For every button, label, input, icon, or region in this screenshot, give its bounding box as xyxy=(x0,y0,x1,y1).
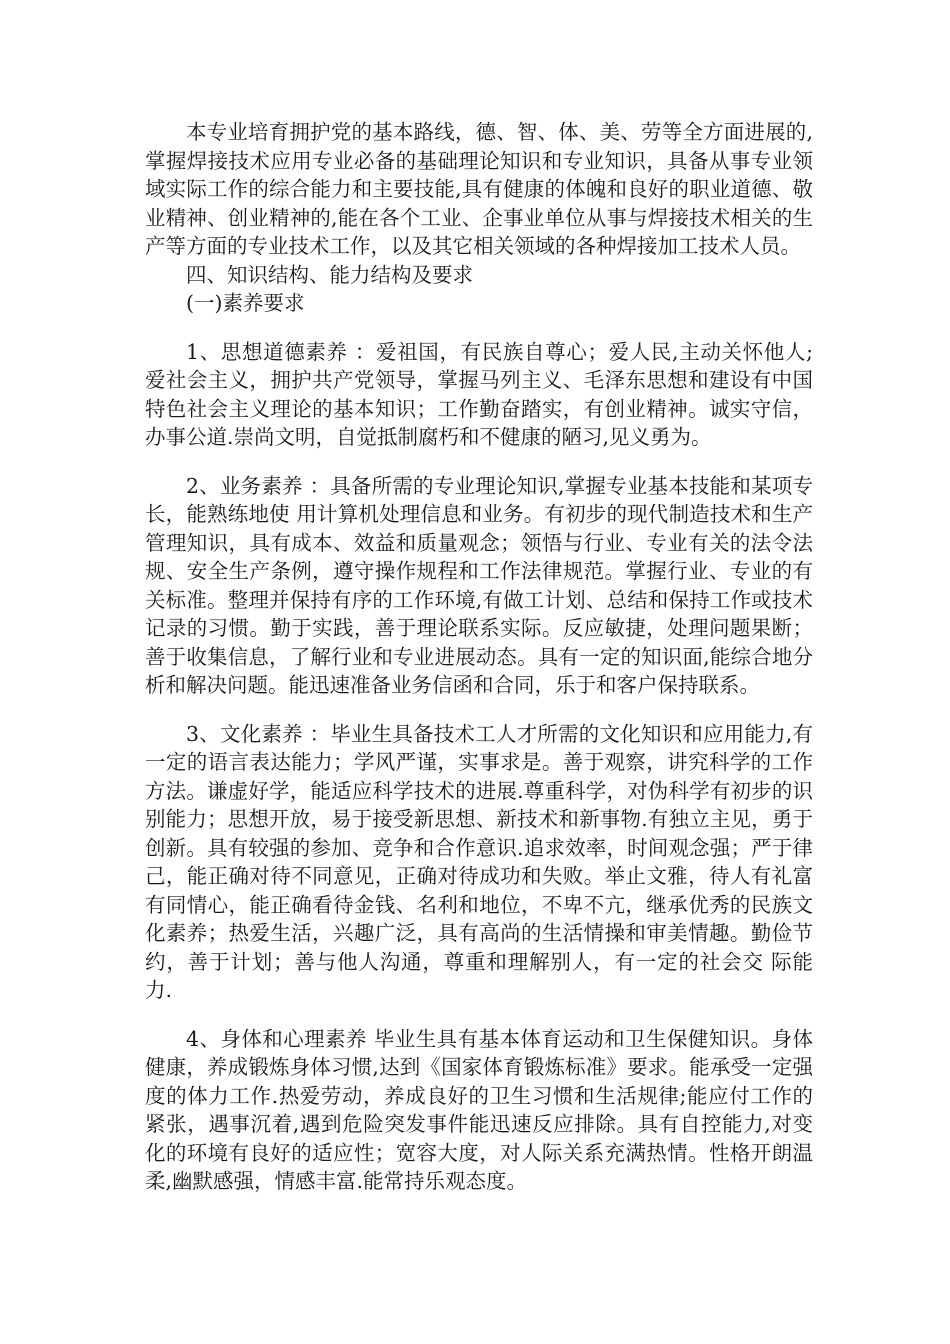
item-paragraph-2: 2、业务素养 ：具备所需的专业理论知识,掌握专业基本技能和某项专长，能熟练地使 用计算机处理信息和业务。有初步的现代制造技术和生产管理知识，具有成本、效益和质量观念；领悟与行业、专业有关的法令法规、安全生产条例，遵守操作规程和工作法律规范。掌握行业、专业的有关标准。整理并保持有序的工作环境,有做工计划、总结和保持工作或技术记录的习惯。勤于实践，善于理论联系实际。反应敏捷，处理问题果断； 善于收集信息，了解行业和专业进展动态。具有一定的知识面,能综合地分析和解决问题。能迅速准备业务信函和合同，乐于和客户保持联系。 xyxy=(145,473,813,697)
item-paragraph-3: 3、文化素养 ：毕业生具备技术工人才所需的文化知识和应用能力,有一定的语言表达能力；学风严谨，实事求是。善于观察，讲究科学的工作方法。谦虚好学，能适应科学技术的进展.尊重科学，对伪科学有初步的识别能力；思想开放，易于接受新思想、新技术和新事物.有独立主见，勇于创新。具有较强的参加、竞争和合作意识.追求效率，时间观念强；严于律己，能正确对待不同意见，正确对待成功和失败。举止文雅，待人有礼富有同情心，能正确看待金钱、名利和地位，不卑不亢，继承优秀的民族文化素养；热爱生活，兴趣广泛，具有高尚的生活情操和审美情趣。勤俭节约，善于计划；善与他人沟通，尊重和理解别人，有一定的社会交 际能力. xyxy=(145,721,813,1002)
item-paragraph-1: 1、思想道德素养 ：爱祖国，有民族自尊心；爱人民,主动关怀他人;爱社会主义，拥护共产党领导，掌握马列主义、毛泽东思想和建设有中国特色社会主义理论的基本知识；工作勤奋踏实，有创业精神。诚实守信，办事公道.崇尚文明，自觉抵制腐朽和不健康的陋习,见义勇为。 xyxy=(145,339,813,449)
intro-paragraph: 本专业培育拥护党的基本路线，德、智、体、美、劳等全方面进展的,掌握焊接技术应用专业必备的基础理论知识和专业知识，具备从事专业领域实际工作的综合能力和主要技能,具有健康的体魄和良好的职业道德、敬业精神、创业精神的,能在各个工业、企事业单位从事与焊接技术相关的生产等方面的专业技术工作，以及其它相关领域的各种焊接加工技术人员。 xyxy=(145,120,813,258)
subsection-title: (一)素养要求 xyxy=(186,291,305,315)
section-title: 四、知识结构、能力结构及要求 xyxy=(186,262,473,287)
document-body xyxy=(145,118,813,1196)
item-paragraph-4: 4、身体和心理素养 毕业生具有基本体育运动和卫生保健知识。身体健康，养成锻炼身体习惯,达到《国家体育锻炼标准》要求。能承受一定强度的体力工作.热爱劳动，养成良好的卫生习惯和生活规律;能应付工作的紧张，遇事沉着,遇到危险突发事件能迅速反应排除。具有自控能力,对变化的环境有良好的适应性；宽容大度，对人际关系充满热情。性格开朗温柔,幽默感强，情感丰富.能常持乐观态度。 xyxy=(145,1026,813,1193)
